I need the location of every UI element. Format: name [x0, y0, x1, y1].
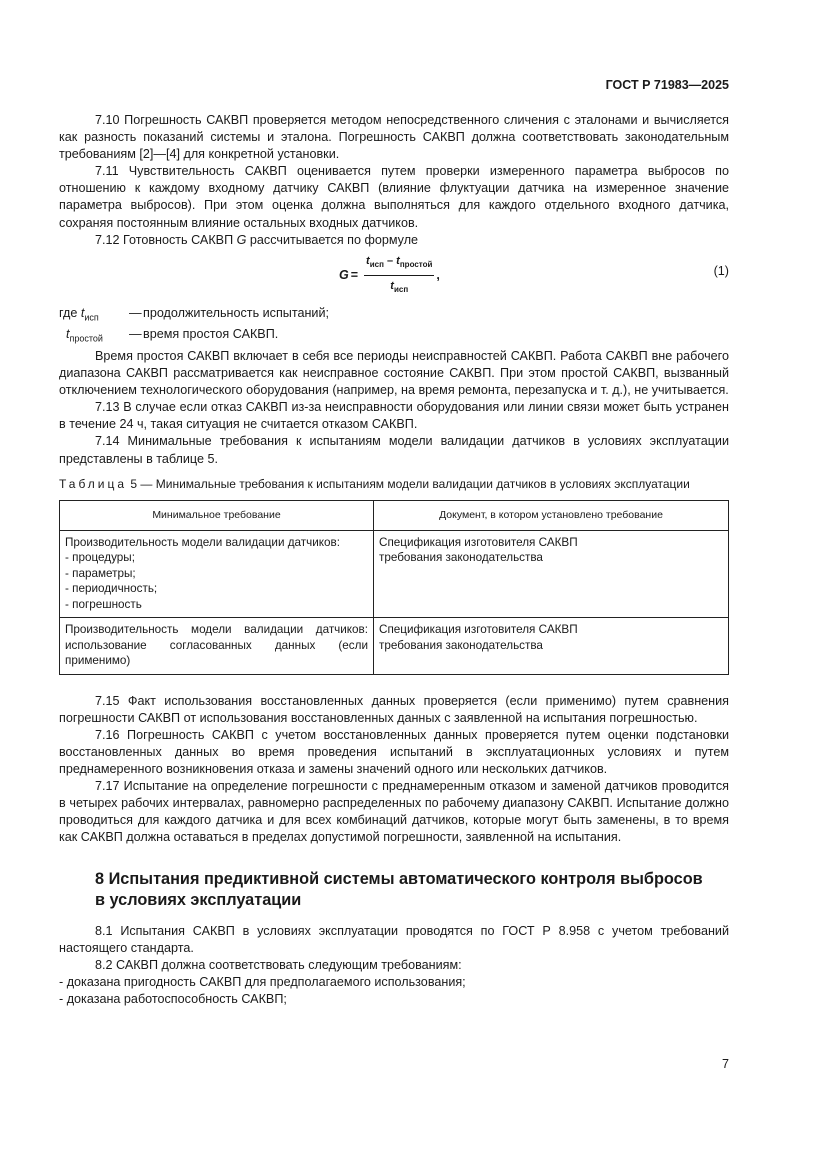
- p7-12-text-after: рассчитывается по формуле: [246, 232, 419, 247]
- document-line: требования законодательства: [379, 551, 543, 565]
- requirements-table: [59, 500, 729, 675]
- symbol-t-prostoi: [59, 326, 129, 348]
- availability-formula: [339, 253, 440, 299]
- formula-row: [59, 253, 729, 295]
- paragraph-7-11: 7.11 Чувствительность САКВП оценивается путем проверки измеренного параметра выбросов по отношению к каждому входному датчику САКВП (влияние флуктуации датчика на измеренное значение параметра выбросов). При этом оценка должна выполняться для каждого отдельного входного датчика, сохраняя постоянным влияние остальных входных датчиков.: [59, 164, 729, 230]
- paragraph-downtime: Время простоя САКВП включает в себя все периоды неисправностей САКВП. Работа САКВП вне рабочего диапазона САКВП рассматривается как неисправное состояние САКВП. При этом простой САКВП, вызванный отключением технологического оборудования (например, на время ремонта, перезапуска и т. д.), не учитывается.: [59, 348, 729, 398]
- requirement-line: Производительность модели валидации датчиков:: [65, 535, 340, 549]
- formula-lhs: G: [339, 267, 349, 282]
- paragraph-7-12: [59, 232, 729, 249]
- requirement-line: - параметры;: [65, 566, 136, 580]
- table-cell-document: [374, 618, 729, 675]
- t-symbol: t: [390, 280, 394, 293]
- paragraph-8-1: 8.1 Испытания САКВП в условиях эксплуатации проводятся по ГОСТ Р 8.958 с учетом требований настоящего стандарта.: [59, 923, 729, 955]
- bullet-item: - доказана работоспособность САКВП;: [59, 991, 287, 1006]
- formula-trailing-comma: ,: [436, 267, 440, 282]
- t-symbol: t: [366, 254, 370, 267]
- where-word: где: [59, 305, 78, 320]
- document-line: Спецификация изготовителя САКВП: [379, 623, 578, 637]
- section-8-heading-line1: 8 Испытания предиктивной системы автоматического контроля выбросов: [95, 869, 703, 888]
- formula-minus: –: [386, 254, 394, 267]
- paragraph-7-15: 7.15 Факт использования восстановленных данных проверяется (если применимо) путем сравнения погрешности САКВП от использования восстановленных данных с заявленной на испытания погрешностью.: [59, 693, 729, 725]
- requirement-line: - погрешность: [65, 597, 142, 611]
- paragraph-7-10: 7.10 Погрешность САКВП проверяется методом непосредственного сличения с эталонами и вычисляется как разность показаний системы и эталона. Погрешность САКВП должна соответствовать законодательным требованиям [2]—[4] для конкретной установки.: [59, 113, 729, 162]
- paragraph-7-14: 7.14 Минимальные требования к испытаниям модели валидации датчиков в условиях эксплуатации представлены в таблице 5.: [59, 434, 729, 466]
- requirement-line: - периодичность;: [65, 582, 158, 596]
- paragraph-7-16: 7.16 Погрешность САКВП с учетом восстановленных данных проверяется путем оценки подстановки восстановленных данных во время проведения испытаний в эксплуатационных условиях и путем преднамеренного возникновения отказа и замены значений одного или нескольких датчиков.: [59, 727, 729, 777]
- def-dash: —: [129, 305, 142, 320]
- table-header-row: [60, 500, 729, 530]
- standard-id: ГОСТ Р 71983—2025: [605, 78, 729, 92]
- where-lead: [59, 305, 129, 327]
- table-caption: [59, 476, 729, 493]
- section-8-heading: [95, 869, 729, 911]
- t-symbol: t: [396, 254, 400, 267]
- p7-12-text-before: 7.12 Готовность САКВП: [95, 232, 237, 247]
- sub-prostoi: простой: [399, 259, 433, 269]
- page-number: 7: [721, 1057, 729, 1071]
- sub-isp: исп: [84, 312, 99, 323]
- sub-isp: исп: [393, 285, 409, 295]
- table-caption-text: 5 — Минимальные требования к испытаниям модели валидации датчиков в условиях эксплуатации: [127, 476, 690, 491]
- formula-fraction: [364, 253, 434, 299]
- table-row: [60, 530, 729, 618]
- t-symbol: t: [66, 327, 70, 342]
- table-cell-requirement: [60, 530, 374, 618]
- bullet-item: - доказана пригодность САКВП для предполагаемого использования;: [59, 974, 466, 989]
- paragraph-7-17: 7.17 Испытание на определение погрешности с преднамеренным отказом и заменой датчиков проводится в четырех рабочих интервалах, равномерно распределенных по рабочему диапазону САКВП. Испытание должно проводиться для каждого датчика и для всех комбинаций датчиков, которые могут быть заменены, в то время как САКВП должна оставаться в пределах допустимой погрешности, заявленной на испытания.: [59, 779, 729, 845]
- t-symbol: t: [80, 305, 85, 320]
- requirement-line: - процедуры;: [65, 551, 135, 565]
- page-content: [59, 112, 729, 1008]
- section-8-heading-line2: в условиях эксплуатации: [95, 890, 302, 909]
- sub-isp: исп: [369, 259, 384, 269]
- formula-denominator: [390, 276, 408, 298]
- definition-t-prostoi: время простоя САКВП.: [143, 327, 279, 342]
- definition-t-isp: продолжительность испытаний;: [143, 305, 329, 320]
- document-line: требования законодательства: [379, 638, 543, 652]
- table-row: [60, 618, 729, 675]
- document-line: Спецификация изготовителя САКВП: [379, 535, 578, 549]
- formula-equals: =: [350, 267, 359, 282]
- equation-number: (1): [713, 263, 729, 278]
- p7-12-symbol: G: [236, 232, 247, 247]
- column-header-requirement: Минимальное требование: [60, 500, 374, 530]
- table-caption-word: Таблица: [59, 476, 128, 491]
- table-cell-document: [374, 530, 729, 618]
- paragraph-8-2: 8.2 САКВП должна соответствовать следующим требованиям:: [95, 957, 462, 972]
- def-dash: —: [129, 327, 142, 342]
- where-definitions: [59, 305, 729, 348]
- paragraph-7-13: 7.13 В случае если отказ САКВП из-за неисправности оборудования или линии связи может быть устранен в течение 24 ч, такая ситуация не считается отказом САКВП.: [59, 400, 729, 432]
- table-cell-requirement: Производительность модели валидации датчиков: использование согласованных данных (если применимо): [60, 618, 374, 675]
- sub-prostoi: простой: [69, 333, 103, 344]
- formula-numerator: [364, 253, 434, 276]
- column-header-document: Документ, в котором установлено требование: [374, 500, 729, 530]
